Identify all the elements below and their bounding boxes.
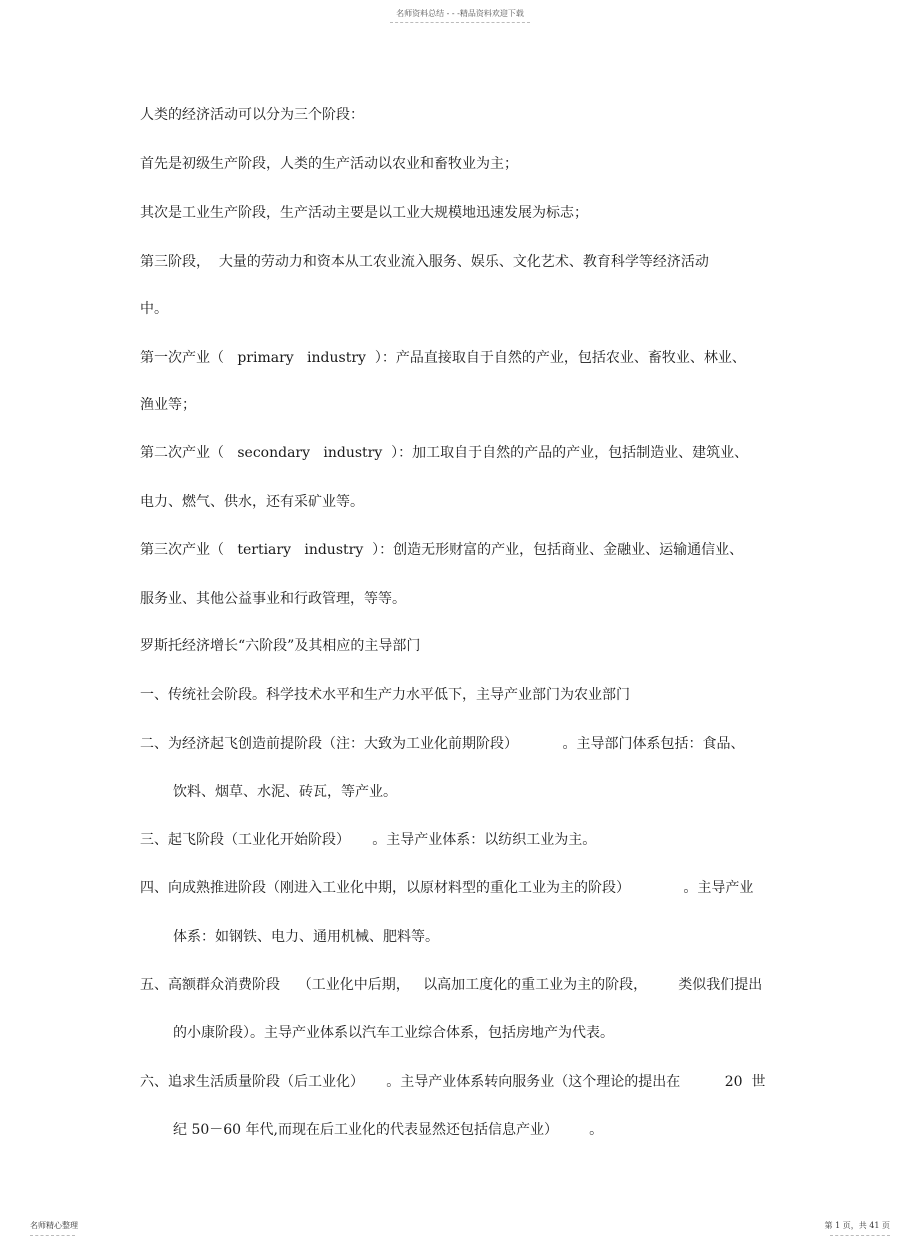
list-item-2-cont: 饮料、烟草、水泥、砖瓦，等产业。 [173, 784, 397, 800]
text-line-2: 首先是初级生产阶段，人类的生产活动以农业和畜牧业为主； [140, 156, 518, 172]
text-line-4: 第三阶段， 大量的劳动力和资本从工农业流入服务、娱乐、文化艺术、教育科学等经济活动 [140, 254, 709, 270]
text-line-8: 第二次产业（ secondary industry ）：加工取自于自然的产品的产业，包括制造业、建筑业、 [140, 445, 749, 461]
text-line-9: 电力、燃气、供水，还有采矿业等。 [140, 494, 364, 510]
list-item-3: 三、起飞阶段（工业化开始阶段） 。主导产业体系：以纺织工业为主。 [140, 832, 597, 848]
text-line-7: 渔业等； [140, 397, 196, 413]
text-line-6: 第一次产业（ primary industry ）：产品直接取自于自然的产业，包括农业、畜牧业、林业、 [140, 350, 746, 366]
text-line-10: 第三次产业（ tertiary industry ）：创造无形财富的产业，包括商业、金融业、运输通信业、 [140, 542, 744, 558]
header-divider [390, 22, 530, 23]
list-item-2: 二、为经济起飞创造前提阶段（注：大致为工业化前期阶段） 。主导部门体系包括：食品、 [140, 736, 745, 752]
list-item-4-cont: 体系：如钢铁、电力、通用机械、肥料等。 [173, 929, 439, 945]
footer-left-label: 名师精心整理 [30, 1221, 78, 1230]
text-line-1: 人类的经济活动可以分为三个阶段： [140, 107, 364, 123]
text-line-5: 中。 [140, 301, 168, 317]
list-item-5-cont: 的小康阶段）。主导产业体系以汽车工业综合体系，包括房地产为代表。 [173, 1025, 614, 1041]
list-item-5: 五、高额群众消费阶段 （工业化中后期， 以高加工度化的重工业为主的阶段， 类似我们提出 [140, 977, 763, 993]
text-line-3: 其次是工业生产阶段，生产活动主要是以工业大规模地迅速发展为标志； [140, 205, 588, 221]
page-header: 名师资料总结 - - -精品资料欢迎下载 [396, 9, 524, 18]
page-number: 第 1 页，共 41 页 [824, 1221, 890, 1230]
section-heading: 罗斯托经济增长“六阶段”及其相应的主导部门 [140, 638, 421, 654]
list-item-4: 四、向成熟推进阶段（刚进入工业化中期，以原材料型的重化工业为主的阶段） 。主导产业 [140, 880, 754, 896]
footer-divider-left [30, 1235, 75, 1236]
list-item-1: 一、传统社会阶段。科学技术水平和生产力水平低下，主导产业部门为农业部门 [140, 687, 630, 703]
text-line-11: 服务业、其他公益事业和行政管理，等等。 [140, 591, 406, 607]
footer-divider-right [830, 1235, 890, 1236]
list-item-6-cont: 纪 50－60 年代,而现在后工业化的代表显然还包括信息产业） 。 [173, 1122, 604, 1138]
list-item-6: 六、追求生活质量阶段（后工业化） 。主导产业体系转向服务业（这个理论的提出在 20 世 [140, 1074, 766, 1090]
